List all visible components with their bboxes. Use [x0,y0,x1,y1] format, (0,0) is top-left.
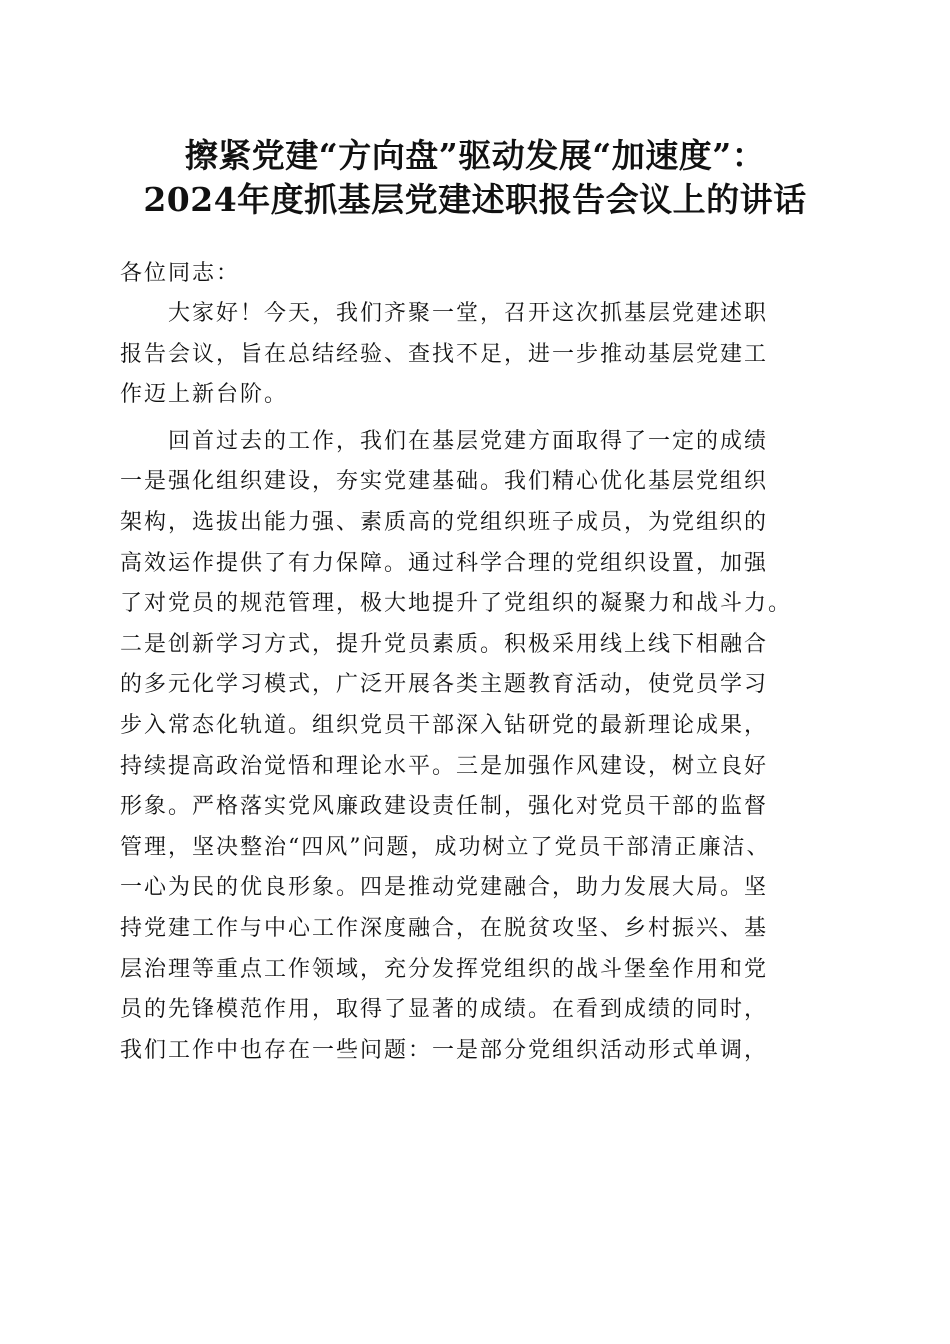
paragraph-line: 层治理等重点工作领域，充分发挥党组织的战斗堡垒作用和党 [120,956,769,982]
paragraph-line: 持党建工作与中心工作深度融合，在脱贫攻坚、乡村振兴、基 [120,915,769,941]
paragraph-line: 作迈上新台阶。 [120,382,289,408]
paragraph-line: 形象。严格落实党风廉政建设责任制，强化对党员干部的监督 [120,794,769,820]
paragraph-1 [120,294,830,416]
paragraph-line: 报告会议，旨在总结经验、查找不足，进一步推动基层党建工 [120,341,769,367]
document-body [120,254,830,1071]
document-title [60,134,890,222]
paragraph-line: 架构，选拔出能力强、素质高的党组织班子成员，为党组织的 [120,509,769,535]
paragraph-line: 我们工作中也存在一些问题：一是部分党组织活动形式单调， [120,1037,769,1063]
title-line-1: 擦紧党建“方向盘”驱动发展“加速度”： [184,136,766,175]
paragraph-line: 了对党员的规范管理，极大地提升了党组织的凝聚力和战斗力。 [120,591,793,617]
paragraph-2 [120,422,830,1072]
paragraph-line: 大家好！今天，我们齐聚一堂，召开这次抓基层党建述职 [168,301,769,326]
paragraph-line: 一心为民的优良形象。四是推动党建融合，助力发展大局。坚 [120,875,769,901]
paragraph-line: 高效运作提供了有力保障。通过科学合理的党组织设置，加强 [120,550,769,576]
salutation: 各位同志： [120,261,241,286]
paragraph-line: 步入常态化轨道。组织党员干部深入钻研党的最新理论成果， [120,712,769,738]
paragraph-line: 回首过去的工作，我们在基层党建方面取得了一定的成绩 [168,428,769,454]
paragraph-line: 持续提高政治觉悟和理论水平。三是加强作风建设，树立良好 [120,753,769,779]
paragraph-line: 二是创新学习方式，提升党员素质。积极采用线上线下相融合 [120,631,769,657]
paragraph-line: 的多元化学习模式，广泛开展各类主题教育活动，使党员学习 [120,672,769,698]
paragraph-line: 员的先锋模范作用，取得了显著的成绩。在看到成绩的同时， [120,997,769,1023]
paragraph-line: 管理，坚决整治“四风”问题，成功树立了党员干部清正廉洁、 [120,834,771,860]
paragraph-line: 一是强化组织建设，夯实党建基础。我们精心优化基层党组织 [120,469,769,495]
title-line-2: 2024年度抓基层党建述职报告会议上的讲话 [143,180,807,219]
